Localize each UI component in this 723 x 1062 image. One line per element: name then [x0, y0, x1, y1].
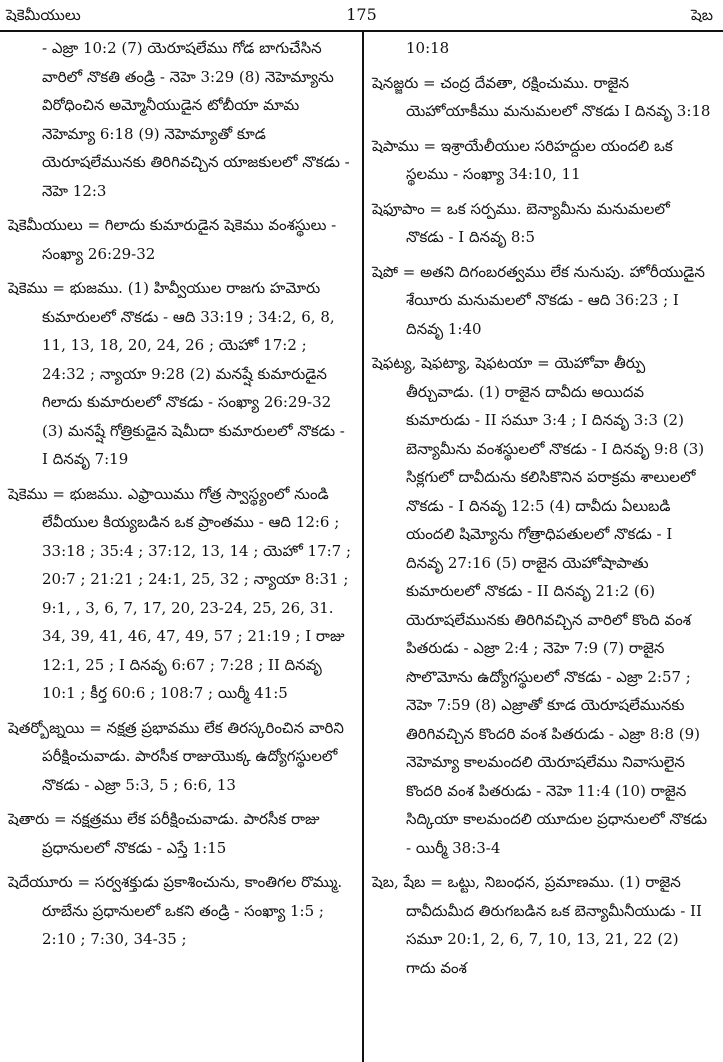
entry-text: షెపో = అతని దిగంబరత్వము లేక నునుపు. హోరీయుడైన శేయీరు మనుమలలో నొకడు - ఆది 36:23 ; I దినవృ 1:40 — [372, 262, 705, 338]
dictionary-entry — [372, 69, 712, 126]
entry-text: షెదేయూరు = సర్వశక్తుడు ప్రకాశించును, కాంతిగల రొమ్ము. రూబేను ప్రధానులలో ఒకని తండ్రి - సంఖ్యా 1:5 ; 2:10 ; 7:30, 34-35 ; — [8, 873, 343, 948]
dictionary-entry — [8, 480, 354, 708]
entry-text: షెనజ్జరు = చంద్ర దేవతా, రక్షించుము. రాజైన యెహోయాకీము మనుమలలో నొకడు I దినవృ 3:18 — [372, 73, 711, 120]
dictionary-entry — [8, 274, 354, 474]
page-number: 175 — [346, 5, 377, 24]
dictionary-entry — [372, 868, 712, 982]
dictionary-entry — [8, 868, 354, 954]
entry-text: షెతారు = నక్షత్రము లేక పరీక్షించువాడు. పారసీక రాజు ప్రధానులలో నొకడు - ఎస్తే 1:15 — [8, 810, 320, 857]
entry-text: షెకెము = భుజము. (1) హివ్వీయుల రాజగు హమోరు కుమారులలో నొకడు - ఆది 33:19 ; 34:2, 6, 8, 11, 13, 18, 20, 24, 26 ; యెహో 17:2 ; 24:32 ; న్యాయా 9:28 (2) మనష్షే కుమారుడైన గిలాదు కుమారులలో నొకడు - సంఖ్యా 26:29-32 (3) మనష్షే గోత్రికుడైన షెమీదా కుమారులలో నొకడు - I దినవృ 7:19 — [8, 279, 345, 468]
dictionary-entry — [8, 714, 354, 800]
entry-text: 10:18 — [406, 39, 450, 57]
entry-text: షెకెమీయులు = గిలాదు కుమారుడైన షెకెము వంశస్థులు - సంఖ్యా 26:29-32 — [8, 216, 337, 263]
dictionary-entry — [372, 34, 712, 63]
header-left-guide-word: షెకెమీయులు — [6, 6, 81, 24]
dictionary-entry — [8, 211, 354, 268]
dictionary-entry — [372, 258, 712, 344]
dictionary-entry — [8, 34, 354, 205]
dictionary-entry — [372, 132, 712, 189]
entry-text: షెపాము = ఇశ్రాయేలీయుల సరిహద్దుల యందలి ఒక స్థలము - సంఖ్యా 34:10, 11 — [372, 136, 673, 183]
page-header — [0, 0, 723, 30]
entry-text: షెఫూపాం = ఒక సర్పము. బెన్యామీను మనుమలలో నొకడు - I దినవృ 8:5 — [372, 199, 670, 246]
entry-text: షెఫట్య, షెఫట్యా, షెఫటయా = యెహోవా తీర్పు తీర్చువాడు. (1) రాజైన దావీదు అయిదవ కుమారుడు - II సమూ 3:4 ; I దినవృ 3:3 (2) బెన్యామీను వంశస్థులలో నొకడు - I దినవృ 9:8 (3) సిక్లగులో దావీదును కలిసికొనిన పరాక్రమ శాలులలో నొకడు - I దినవృ 12:5 (4) దావీదు ఏలుబడి యందలి షిమ్యోను గోత్రాధిపతులలో నొకడు - I దినవృ 27:16 (5) రాజైన యెహోషాపాతు కుమారులలో నొకడు - II దినవృ 21:2 (6) యెరూషలేమునకు తిరిగివచ్చిన వారిలో కొంది వంశ పితరుడు - ఎజ్రా 2:4 ; నెహె 7:9 (7) రాజైన సొలొమోను ఉద్యోగస్థులలో నొకడు - ఎజ్రా 2:57 ; నెహె 7:59 (8) ఎజ్రాతో కూడ యెరూషలేమునకు తిరిగివచ్చిన కొందరి వంశ పితరుడు - ఎజ్రా 8:8 (9) నెహెమ్యా కాలమందలి యెరూషలేము నివాసులైన కొందరి వంశ పితరుడు - నెహె 11:4 (10) రాజైన సిద్కియా కాలమందలి యూదుల ప్రధానులలో నొకడు - యిర్మీ 38:3-4 — [372, 354, 708, 857]
entry-text: - ఎజ్రా 10:2 (7) యెరూషలేము గోడ బాగుచేసిన వారిలో నొకతి తండ్రి - నెహె 3:29 (8) నెహెమ్యాను విరోధించిన అమ్మోనీయుడైన టోబీయా మామ నెహెమ్యా 6:18 (9) నెహెమ్యాతో కూడ యెరూషలేమునకు తిరిగివచ్చిన యాజకులలో నొకడు - నెహె 12:3 — [42, 39, 350, 200]
header-right-guide-word: షెబ — [691, 6, 713, 24]
dictionary-entry — [372, 195, 712, 252]
right-column — [372, 34, 712, 988]
entry-text: షెకెము = భుజము. ఎఫ్రాయిము గోత్ర స్వాస్థ్యంలో నుండి లేవీయుల కియ్యబడిన ఒక ప్రాంతము - ఆది 12:6 ; 33:18 ; 35:4 ; 37:12, 13, 14 ; యెహో 17:7 ; 20:7 ; 21:21 ; 24:1, 25, 32 ; న్యాయా 8:31 ; 9:1, , 3, 6, 7, 17, 20, 23-24, 25, 26, 31. 34, 39, 41, 46, 47, 49, 57 ; 21:19 ; I రాజు 12:1, 25 ; I దినవృ 6:67 ; 7:28 ; II దినవృ 10:1 ; కీర్త 60:6 ; 108:7 ; యిర్మీ 41:5 — [8, 484, 352, 702]
dictionary-entry — [372, 349, 712, 862]
entry-text: షెతర్బోజ్నయి = నక్షత్ర ప్రభావము లేక తిరస్కరించిన వారిని పరీక్షించువాడు. పారసీక రాజుయొక్క ఉద్యోగస్థులలో నొకడు - ఎజ్రా 5:3, 5 ; 6:6, 13 — [8, 718, 344, 794]
left-column — [8, 34, 354, 960]
dictionary-entry — [8, 805, 354, 862]
entry-text: షెబ, షేబ = ఒట్టు, నిబంధన, ప్రమాణము. (1) రాజైన దావీదుమీద తిరుగబడిన ఒక బెన్యామీనీయుడు - II సమూ 20:1, 2, 6, 7, 10, 13, 21, 22 (2) గాదు వంశ — [372, 873, 702, 977]
column-divider — [362, 32, 364, 1062]
